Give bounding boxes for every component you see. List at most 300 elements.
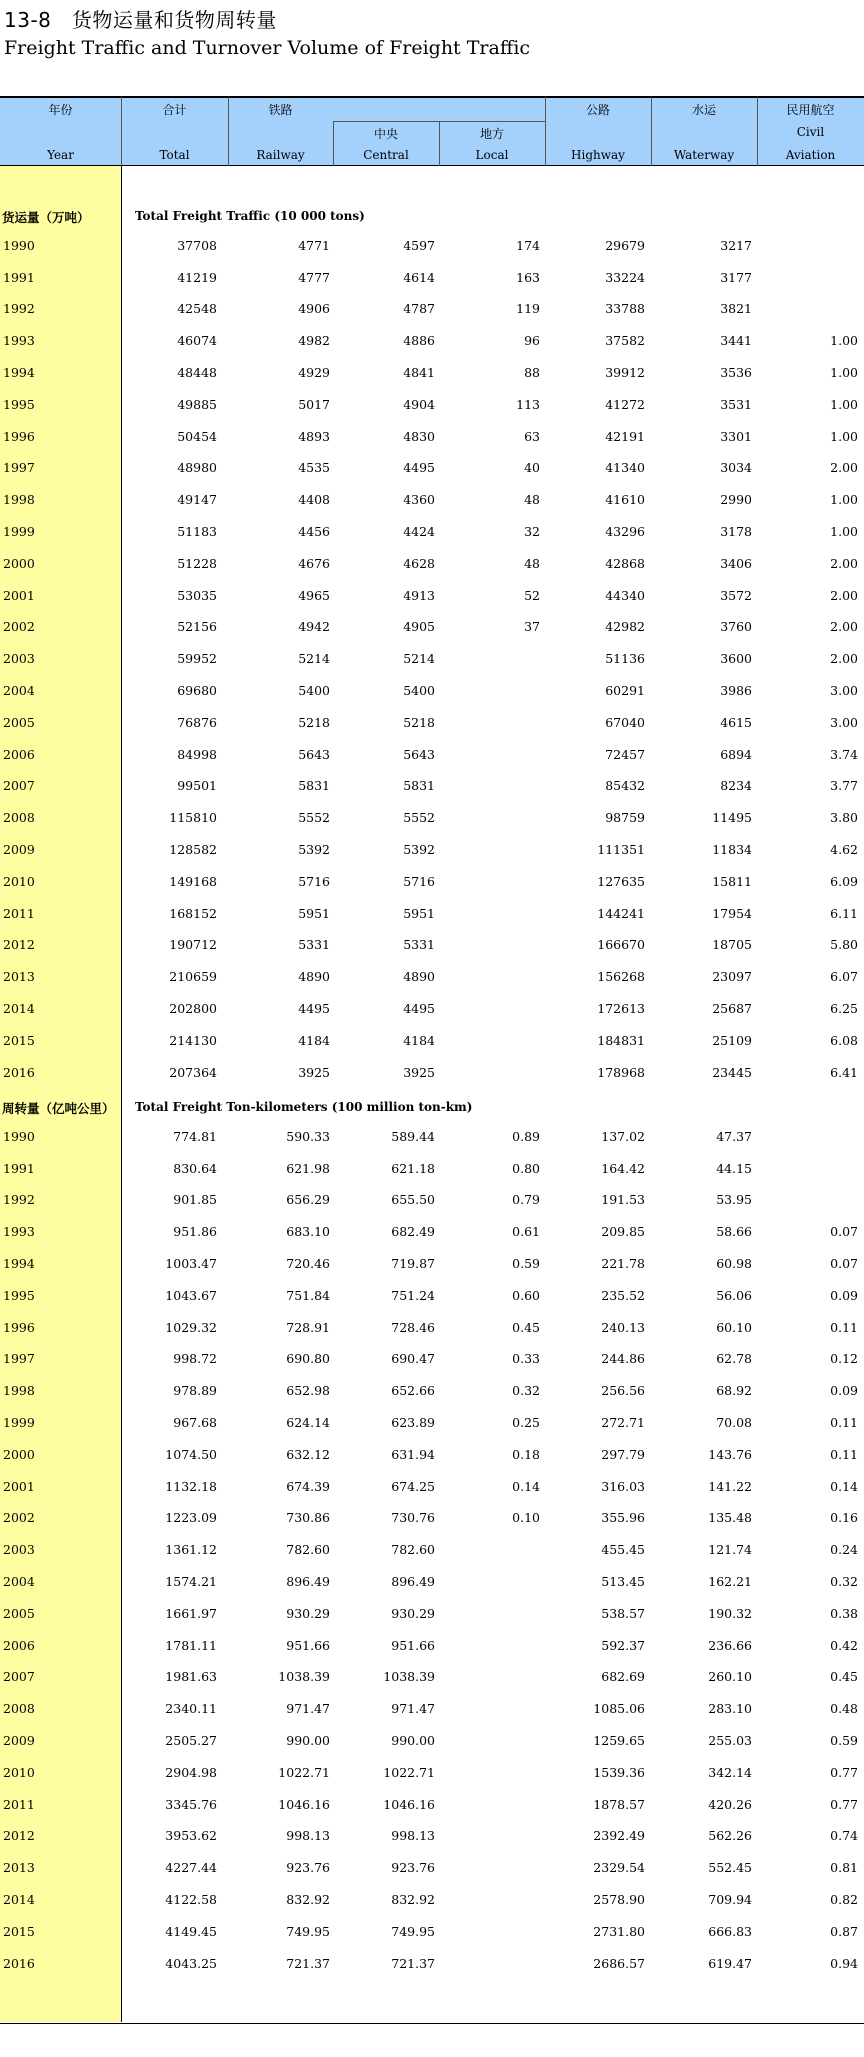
header-highway-cn: 公路 [585,103,610,117]
cell-civil-aviation: 3.77 [830,778,858,794]
cell-total: 52156 [177,619,217,635]
cell-railway: 4495 [298,1001,330,1016]
cell-highway: 41340 [605,460,645,476]
cell-railway: 4184 [298,1032,330,1048]
header-total-cn: 合计 [162,103,187,117]
cell-highway: 111351 [597,842,645,857]
cell-local: 48 [524,492,540,508]
cell-railway: 751.84 [286,1287,330,1303]
cell-total: 1132.18 [165,1478,217,1494]
cell-highway: 455.45 [601,1542,645,1558]
cell-highway: 72457 [605,746,645,762]
cell-waterway: 3178 [720,524,752,539]
section-label-cn: 周转量（亿吨公里） [2,1101,115,1116]
cell-waterway: 420.26 [708,1796,752,1812]
cell-civil-aviation: 2.00 [830,619,858,635]
row-year: 2013 [3,1860,35,1876]
cell-central: 4495 [403,460,435,476]
row-year: 2015 [3,1923,35,1939]
row-year: 1994 [3,1256,35,1271]
header-waterway-en: Waterway [673,148,735,162]
cell-civil-aviation: 0.16 [830,1510,858,1526]
cell-total: 84998 [177,746,217,762]
cell-highway: 355.96 [601,1510,645,1526]
cell-waterway: 60.10 [716,1319,752,1335]
cell-total: 2505.27 [165,1733,217,1748]
cell-railway: 5214 [298,651,330,667]
cell-central: 896.49 [391,1574,435,1589]
header-year-cn: 年份 [48,103,73,117]
cell-highway: 538.57 [601,1605,645,1621]
cell-civil-aviation: 3.80 [830,810,858,826]
header-civil-en2: Aviation [785,148,836,162]
cell-railway: 4777 [298,269,330,285]
cell-civil-aviation: 0.09 [830,1383,858,1399]
cell-local: 119 [516,301,540,317]
row-year: 2005 [3,1605,35,1621]
row-year: 2011 [3,1796,35,1812]
cell-local: 0.25 [512,1415,540,1430]
cell-highway: 137.02 [601,1128,645,1144]
row-year: 2012 [3,1828,35,1844]
cell-railway: 4906 [298,301,330,317]
cell-civil-aviation: 0.48 [830,1701,858,1717]
cell-total: 3953.62 [165,1828,217,1844]
cell-highway: 37582 [605,333,645,349]
row-year: 1998 [3,1383,35,1399]
cell-waterway: 190.32 [708,1605,752,1621]
cell-highway: 44340 [605,587,645,603]
cell-waterway: 141.22 [708,1478,752,1494]
cell-central: 3925 [403,1064,435,1080]
cell-total: 76876 [177,714,217,730]
cell-highway: 164.42 [601,1160,645,1176]
cell-local: 0.32 [512,1383,540,1399]
cell-highway: 272.71 [601,1415,645,1430]
cell-highway: 85432 [605,778,645,794]
cell-total: 51183 [177,524,217,539]
cell-railway: 4942 [298,619,330,635]
cell-central: 951.66 [391,1637,435,1653]
cell-local: 0.61 [512,1224,540,1240]
cell-local: 0.18 [512,1446,540,1462]
row-year: 2010 [3,873,35,889]
cell-central: 728.46 [391,1319,435,1335]
row-year: 1992 [3,301,35,317]
cell-central: 923.76 [391,1860,435,1876]
cell-total: 51228 [177,555,217,571]
cell-local: 0.45 [512,1319,540,1335]
cell-railway: 4408 [298,492,330,508]
cell-local: 48 [524,555,540,571]
cell-civil-aviation: 0.94 [830,1955,858,1971]
cell-waterway: 3441 [720,333,752,349]
cell-highway: 67040 [605,714,645,730]
cell-local: 0.79 [512,1192,540,1208]
cell-civil-aviation: 3.00 [830,714,858,730]
cell-waterway: 3301 [720,428,752,444]
cell-central: 4905 [403,619,435,635]
cell-highway: 33788 [605,301,645,317]
cell-railway: 4535 [298,460,330,476]
cell-civil-aviation: 2.00 [830,555,858,571]
cell-central: 930.29 [391,1605,435,1621]
cell-total: 1003.47 [165,1256,217,1271]
cell-local: 40 [524,460,540,476]
cell-total: 1661.97 [165,1605,217,1621]
cell-railway: 896.49 [286,1574,330,1589]
cell-highway: 244.86 [601,1351,645,1367]
cell-central: 621.18 [391,1160,435,1176]
cell-railway: 4965 [298,587,330,603]
cell-railway: 998.13 [286,1828,330,1844]
cell-civil-aviation: 1.00 [830,333,858,349]
cell-highway: 41272 [605,396,645,412]
cell-waterway: 3572 [720,587,752,603]
cell-waterway: 143.76 [708,1446,752,1462]
cell-civil-aviation: 0.32 [830,1574,858,1589]
cell-civil-aviation: 0.09 [830,1287,858,1303]
row-year: 1996 [3,428,35,444]
cell-waterway: 236.66 [708,1637,752,1653]
cell-central: 1046.16 [383,1796,435,1812]
cell-highway: 172613 [597,1001,645,1016]
cell-highway: 166670 [597,937,645,953]
cell-total: 2904.98 [165,1764,217,1780]
cell-civil-aviation: 4.62 [830,842,858,857]
cell-local: 174 [516,237,540,253]
cell-waterway: 53.95 [716,1192,752,1208]
cell-highway: 682.69 [601,1669,645,1685]
section-label-en: Total Freight Ton-kilometers (100 million ton-km) [135,1100,473,1114]
cell-highway: 297.79 [601,1446,645,1462]
cell-total: 49147 [177,492,217,508]
row-year: 1998 [3,492,35,508]
cell-total: 774.81 [173,1128,217,1144]
cell-total: 99501 [177,778,217,794]
cell-central: 5831 [403,778,435,794]
cell-railway: 5017 [298,396,330,412]
cell-highway: 316.03 [601,1478,645,1494]
cell-civil-aviation: 0.42 [830,1637,858,1653]
cell-total: 2340.11 [165,1701,217,1717]
cell-highway: 191.53 [601,1192,645,1208]
cell-central: 5552 [403,810,435,826]
cell-civil-aviation: 0.45 [830,1669,858,1685]
cell-waterway: 4615 [720,714,752,730]
cell-total: 53035 [177,587,217,603]
cell-railway: 3925 [298,1064,330,1080]
cell-local: 37 [524,619,540,635]
cell-civil-aviation: 1.00 [830,428,858,444]
cell-highway: 127635 [597,873,645,889]
cell-central: 971.47 [391,1701,435,1717]
cell-central: 4614 [403,269,435,285]
cell-railway: 782.60 [286,1542,330,1558]
cell-highway: 2578.90 [593,1892,645,1907]
cell-waterway: 3600 [720,651,752,667]
cell-central: 4890 [403,969,435,985]
cell-railway: 930.29 [286,1605,330,1621]
row-year: 2009 [3,1733,35,1748]
cell-railway: 690.80 [286,1351,330,1367]
cell-highway: 39912 [605,365,645,380]
cell-railway: 990.00 [286,1733,330,1748]
row-year: 2009 [3,842,35,857]
row-year: 1997 [3,460,35,476]
header-local-en: Local [475,148,509,162]
cell-waterway: 342.14 [708,1764,752,1780]
row-year: 2002 [3,619,35,635]
cell-waterway: 70.08 [716,1415,752,1430]
cell-total: 37708 [177,237,217,253]
cell-waterway: 25109 [712,1032,752,1048]
cell-total: 1223.09 [165,1510,217,1526]
cell-highway: 42191 [605,428,645,444]
cell-waterway: 255.03 [708,1733,752,1748]
cell-railway: 749.95 [286,1923,330,1939]
cell-total: 42548 [177,301,217,317]
cell-total: 207364 [169,1064,217,1080]
cell-civil-aviation: 2.00 [830,460,858,476]
cell-civil-aviation: 2.00 [830,587,858,603]
cell-waterway: 283.10 [708,1701,752,1717]
cell-total: 69680 [177,683,217,698]
cell-total: 214130 [169,1032,217,1048]
cell-railway: 652.98 [286,1383,330,1399]
cell-total: 1361.12 [165,1542,217,1558]
cell-civil-aviation: 0.77 [830,1764,858,1780]
row-year: 2011 [3,905,35,921]
row-year: 2002 [3,1510,35,1526]
cell-railway: 5218 [298,714,330,730]
cell-civil-aviation: 6.25 [830,1001,858,1016]
cell-civil-aviation: 3.00 [830,683,858,698]
cell-highway: 1539.36 [593,1764,645,1780]
cell-total: 830.64 [173,1160,217,1176]
cell-civil-aviation: 0.07 [830,1224,858,1240]
cell-total: 210659 [169,969,217,985]
row-year: 2001 [3,587,35,603]
cell-waterway: 17954 [712,905,752,921]
cell-total: 951.86 [173,1224,217,1240]
header-year-en: Year [47,148,74,162]
cell-railway: 1022.71 [278,1764,330,1780]
row-year: 1990 [3,1128,35,1144]
header-waterway-cn: 水运 [691,103,716,117]
cell-central: 832.92 [391,1892,435,1907]
cell-waterway: 8234 [720,778,752,794]
cell-highway: 592.37 [601,1637,645,1653]
cell-total: 115810 [169,810,217,826]
cell-highway: 51136 [605,651,645,667]
cell-total: 50454 [177,428,217,444]
cell-civil-aviation: 0.11 [830,1415,858,1430]
cell-railway: 683.10 [286,1224,330,1240]
cell-civil-aviation: 6.08 [830,1032,858,1048]
cell-railway: 5400 [298,683,330,698]
cell-total: 1781.11 [165,1637,217,1653]
cell-highway: 256.56 [601,1383,645,1399]
row-year: 1996 [3,1319,35,1335]
cell-waterway: 62.78 [716,1351,752,1367]
cell-railway: 4771 [298,237,330,253]
cell-central: 4886 [403,333,435,349]
row-year: 2006 [3,1637,35,1653]
cell-central: 719.87 [391,1256,435,1271]
row-year: 2008 [3,1701,35,1717]
cell-railway: 4676 [298,555,330,571]
cell-total: 1981.63 [165,1669,217,1685]
cell-railway: 632.12 [286,1446,330,1462]
cell-central: 5951 [403,905,435,921]
cell-highway: 2731.80 [593,1923,645,1939]
cell-waterway: 18705 [712,937,752,953]
cell-central: 1022.71 [383,1764,435,1780]
cell-central: 631.94 [391,1446,435,1462]
header-total-en: Total [159,148,190,162]
cell-railway: 720.46 [286,1256,330,1271]
cell-civil-aviation: 0.81 [830,1860,858,1876]
cell-central: 674.25 [391,1478,435,1494]
cell-waterway: 2990 [720,492,752,508]
cell-railway: 1046.16 [278,1796,330,1812]
cell-waterway: 3760 [720,619,752,635]
cell-total: 4043.25 [165,1955,217,1971]
cell-highway: 1259.65 [593,1733,645,1748]
cell-railway: 5552 [298,810,330,826]
row-year: 2006 [3,746,35,762]
cell-civil-aviation: 6.07 [830,969,858,985]
cell-local: 113 [516,396,540,412]
cell-central: 782.60 [391,1542,435,1558]
row-year: 2005 [3,714,35,730]
cell-civil-aviation: 0.38 [830,1605,858,1621]
cell-railway: 5951 [298,905,330,921]
cell-central: 4787 [403,301,435,317]
cell-highway: 29679 [605,237,645,253]
row-year: 2000 [3,1446,35,1462]
cell-waterway: 3821 [720,301,752,317]
cell-highway: 60291 [605,683,645,698]
cell-highway: 178968 [597,1064,645,1080]
row-year: 2004 [3,683,35,698]
cell-highway: 1878.57 [593,1796,645,1812]
cell-total: 49885 [177,396,217,412]
cell-waterway: 15811 [712,873,752,889]
row-year: 2010 [3,1764,35,1780]
row-year: 2007 [3,778,35,794]
cell-civil-aviation: 2.00 [830,651,858,667]
cell-central: 652.66 [391,1383,435,1399]
row-year: 2016 [3,1955,35,1971]
cell-local: 96 [524,333,540,349]
cell-total: 1029.32 [165,1319,217,1335]
cell-civil-aviation: 1.00 [830,365,858,380]
cell-total: 41219 [177,269,217,285]
cell-highway: 144241 [597,905,645,921]
cell-central: 990.00 [391,1733,435,1748]
cell-highway: 42982 [605,619,645,635]
cell-waterway: 3531 [720,396,752,412]
cell-waterway: 121.74 [708,1542,752,1558]
cell-waterway: 44.15 [716,1160,752,1176]
cell-railway: 674.39 [286,1478,330,1494]
cell-central: 5392 [403,842,435,857]
header-civil-en1: Civil [796,125,825,139]
row-year: 1999 [3,524,35,539]
cell-central: 4424 [403,524,435,539]
cell-waterway: 619.47 [708,1955,752,1971]
row-year: 1993 [3,333,35,349]
header-local-cn: 地方 [479,127,504,141]
cell-railway: 728.91 [286,1319,330,1335]
cell-total: 1043.67 [165,1287,217,1303]
cell-civil-aviation: 3.74 [830,746,858,762]
cell-waterway: 3177 [720,269,752,285]
cell-highway: 209.85 [601,1224,645,1240]
cell-central: 4830 [403,428,435,444]
cell-highway: 2686.57 [593,1955,645,1971]
cell-central: 721.37 [391,1955,435,1971]
row-year: 1994 [3,365,35,380]
cell-central: 4628 [403,555,435,571]
cell-civil-aviation: 6.41 [830,1064,858,1080]
cell-civil-aviation: 0.24 [830,1542,858,1558]
cell-waterway: 6894 [720,746,752,762]
cell-civil-aviation: 0.14 [830,1478,858,1494]
cell-waterway: 135.48 [708,1510,752,1526]
cell-railway: 971.47 [286,1701,330,1717]
cell-local: 88 [524,365,540,380]
cell-local: 32 [524,524,540,539]
header-central-cn: 中央 [373,127,398,141]
row-year: 2000 [3,555,35,571]
cell-total: 46074 [177,333,217,349]
cell-highway: 156268 [597,969,645,985]
cell-total: 998.72 [173,1351,217,1367]
cell-central: 623.89 [391,1415,435,1430]
header-railway-en: Railway [256,148,305,162]
cell-civil-aviation: 0.11 [830,1319,858,1335]
section-label-cn: 货运量（万吨） [2,210,90,225]
cell-railway: 656.29 [286,1192,330,1208]
row-year: 2014 [3,1001,35,1016]
cell-local: 0.60 [512,1287,540,1303]
cell-railway: 4890 [298,969,330,985]
cell-railway: 4456 [298,524,330,539]
cell-highway: 1085.06 [593,1701,645,1717]
cell-railway: 923.76 [286,1860,330,1876]
cell-total: 1574.21 [165,1574,217,1589]
cell-civil-aviation: 0.12 [830,1351,858,1367]
row-year: 2014 [3,1892,35,1907]
cell-central: 751.24 [391,1287,435,1303]
cell-highway: 184831 [597,1032,645,1048]
cell-central: 4841 [403,365,435,380]
cell-total: 901.85 [173,1192,217,1208]
row-year: 1990 [3,237,35,253]
cell-railway: 1038.39 [278,1669,330,1685]
cell-highway: 42868 [605,555,645,571]
cell-highway: 235.52 [601,1287,645,1303]
cell-civil-aviation: 1.00 [830,524,858,539]
cell-highway: 98759 [605,810,645,826]
row-year: 2015 [3,1032,35,1048]
cell-highway: 221.78 [601,1256,645,1271]
cell-civil-aviation: 0.74 [830,1828,858,1844]
row-year: 1993 [3,1224,35,1240]
